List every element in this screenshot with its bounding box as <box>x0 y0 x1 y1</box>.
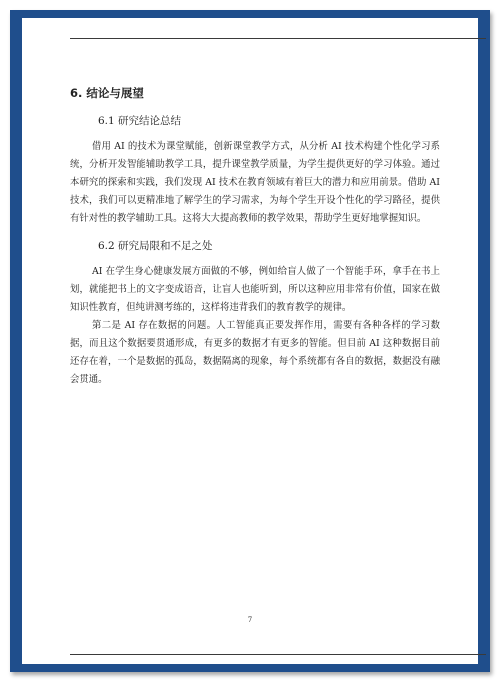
section-title: 6.1 研究结论总结 <box>98 115 182 127</box>
paragraph: AI 在学生身心健康发展方面做的不够，例如给盲人做了一个智能手环，拿手在书上划，就能把书上的文字变成语音，让盲人也能听到，所以这种应用非常有价值，国家在做知识性教育，但纯讲测考练的，这样将违背我们的教育教学的规律。 <box>70 266 440 313</box>
paragraph: 第二是 AI 存在数据的问题。人工智能真正要发挥作用，需要有各种各样的学习数据，而且这个数据要贯通形成，有更多的数据才有更多的智能。但目前 AI 这种数据目前还存在着，一个是数据的孤岛，数据隔离的现象，每个系统都有各自的数据，数据没有融会贯通。 <box>70 320 440 385</box>
paragraph: 借用 AI 的技术为课堂赋能，创新课堂教学方式，从分析 AI 技术构建个性化学习系统，分析开发智能辅助教学工具，提升课堂教学质量，为学生提供更好的学习体验。通过本研究的探索和实践，我们发现 AI 技术在教育领域有着巨大的潜力和应用前景。借助 AI 技术，我们可以更精准地了解学生的学习需求，为每个学生开设个性化的学习路径，提供有针对性的教学辅助工具。这将大大提高教师的教学效果，帮助学生更好地掌握知识。 <box>70 141 440 224</box>
header-rule <box>70 38 486 39</box>
footer-rule <box>70 654 486 655</box>
section-title: 6.2 研究局限和不足之处 <box>98 240 213 252</box>
page-content <box>70 85 440 389</box>
chapter-title: 6. 结论与展望 <box>70 86 144 100</box>
page-number: 7 <box>247 616 253 624</box>
